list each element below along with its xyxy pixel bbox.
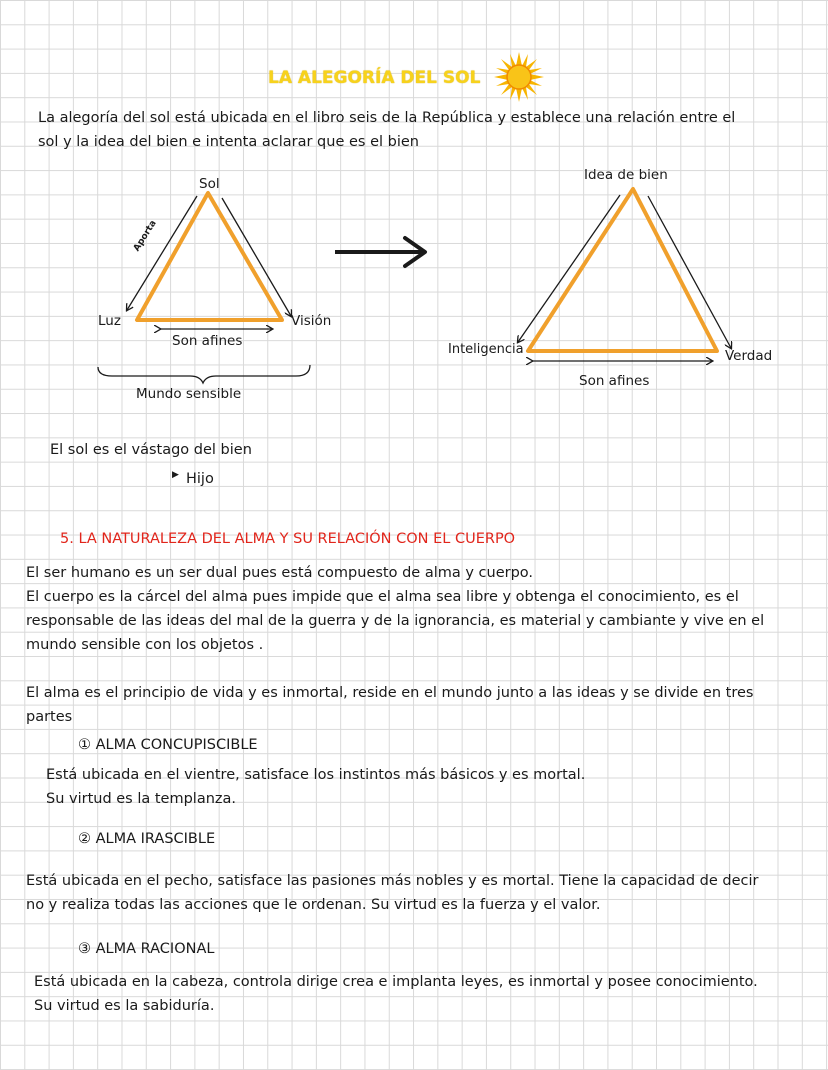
aporta-arrow xyxy=(127,196,197,310)
part-3-heading: ③ ALMA RACIONAL xyxy=(78,941,215,957)
part-2-line-1: Está ubicada en el pecho, satisface las pasiones más nobles y es mortal. Tiene la capacidad de decir xyxy=(26,873,759,889)
bien-inteligencia-arrow xyxy=(518,195,620,342)
p2-line-2: partes xyxy=(26,709,73,725)
label-luz: Luz xyxy=(98,313,121,329)
p1-line-2: El cuerpo es la cárcel del alma pues impide que el alma sea libre y obtenga el conocimiento, es el xyxy=(26,589,739,605)
sun-analogy-diagram xyxy=(0,0,828,420)
p1-line-1: El ser humano es un ser dual pues está compuesto de alma y cuerpo. xyxy=(26,565,534,581)
p2-line-1: El alma es el principio de vida y es inmortal, reside en el mundo junto a las ideas y se divide en tres xyxy=(26,685,754,701)
section-5-heading: 5. LA NATURALEZA DEL ALMA Y SU RELACIÓN CON EL CUERPO xyxy=(60,531,516,547)
hijo-arrow-head-icon: ▶ xyxy=(172,470,179,480)
bien-verdad-arrow xyxy=(648,196,731,348)
son-note-hijo: Hijo xyxy=(186,471,214,487)
label-sol: Sol xyxy=(199,176,220,192)
label-verdad: Verdad xyxy=(725,348,773,364)
page-title: LA ALEGORÍA DEL SOL xyxy=(268,68,481,88)
part-3-line-1: Está ubicada en la cabeza, controla dirige crea e implanta leyes, es inmortal y posee conocimiento. xyxy=(34,974,758,990)
sol-vision-arrow xyxy=(222,198,291,316)
p1-line-3: responsable de las ideas del mal de la guerra y de la ignorancia, es material y cambiante y vive en el xyxy=(26,613,765,629)
label-son-afines-left: Son afines xyxy=(172,333,243,349)
part-3-line-2: Su virtud es la sabiduría. xyxy=(34,998,215,1014)
label-mundo-sensible: Mundo sensible xyxy=(136,386,242,402)
label-inteligencia: Inteligencia xyxy=(448,342,524,357)
son-note-sentence: El sol es el vástago del bien xyxy=(50,442,252,458)
mundo-sensible-brace xyxy=(98,365,310,383)
label-idea-de-bien: Idea de bien xyxy=(584,167,668,183)
intro-line-1: La alegoría del sol está ubicada en el libro seis de la República y establece una relación entre el xyxy=(38,110,736,126)
part-1-line-1: Está ubicada en el vientre, satisface los instintos más básicos y es mortal. xyxy=(46,767,586,783)
part-1-heading: ① ALMA CONCUPISCIBLE xyxy=(78,737,258,753)
p1-line-4: mundo sensible con los objetos . xyxy=(26,637,264,653)
label-aporta: Aporta xyxy=(132,218,159,254)
intro-line-2: sol y la idea del bien e intenta aclarar que es el bien xyxy=(38,134,419,150)
label-vision: Visión xyxy=(291,313,332,329)
part-1-line-2: Su virtud es la templanza. xyxy=(46,791,237,807)
label-son-afines-right: Son afines xyxy=(579,373,650,389)
left-triangle xyxy=(137,193,282,320)
part-2-line-2: no y realiza todas las acciones que le ordenan. Su virtud es la fuerza y el valor. xyxy=(26,897,601,913)
part-2-heading: ② ALMA IRASCIBLE xyxy=(78,831,216,847)
